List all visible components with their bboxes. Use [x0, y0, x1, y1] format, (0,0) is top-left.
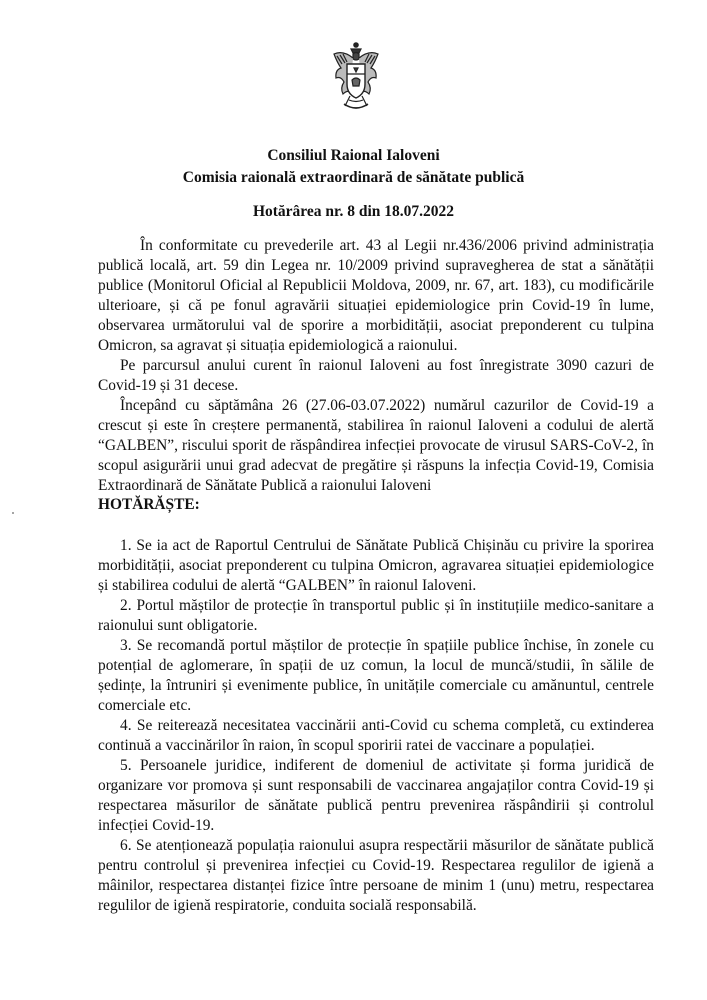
decision-point: 2. Portul măștilor de protecție în transportul public și în instituțiile medico-sanitare a raionului sunt obligatorie.: [98, 597, 654, 634]
coat-of-arms-icon: [331, 40, 381, 114]
intro-paragraph: Pe parcursul anului curent în raionul Ialoveni au fost înregistrate 3090 cazuri de Covid-19 și 31 decese.: [98, 357, 654, 394]
decision-point: 4. Se reiterează necesitatea vaccinării anti-Covid cu schema completă, cu extinderea continuă a vaccinărilor în raion, în scopul sporirii ratei de vaccinare a populației.: [98, 717, 654, 754]
commission-name: Comisia raională extraordinară de sănătate publică: [182, 169, 525, 186]
document-body: [98, 236, 654, 916]
decision-point: 5. Persoanele juridice, indiferent de domeniul de activitate și forma juridică de organizare vor promova și sunt responsabili de vaccinarea angajaților contra Covid-19 și respectarea măsurilor de sănătate publică pentru prevenirea răspândirii și controlul infecției Covid-19.: [98, 757, 654, 834]
scan-speck: [12, 512, 14, 514]
decides-heading: HOTĂRĂȘTE:: [98, 496, 200, 513]
intro-paragraph: În conformitate cu prevederile art. 43 al Legii nr.436/2006 privind administrația publică locală, art. 59 din Legea nr. 10/2009 privind supravegherea de stat a sănătății publice (Monitorul Oficial al Republicii Moldova, 2009, nr. 67, art. 183), cu modificările ulterioare, și că pe fonul agravării situației epidemiologice prin Covid-19 în lume, observarea următorului val de sporire a morbidității, asociat preponderent cu tulpina Omicron, sa agravat și situația epidemiologică a raionului.: [98, 237, 654, 354]
decision-point: 1. Se ia act de Raportul Centrului de Sănătate Publică Chișinău cu privire la sporirea morbidității, asociat preponderent cu tulpina Omicron, agravarea situației epidemiologice și stabilirea codului de alertă “GALBEN” în raionul Ialoveni.: [98, 537, 654, 594]
intro-paragraph: Începând cu săptămâna 26 (27.06-03.07.2022) numărul cazurilor de Covid-19 a crescut și este în creștere permanentă, stabilirea în raionul Ialoveni a codului de alertă “GALBEN”, riscului sporit de răspândirea infecției provocate de virusul SARS-CoV-2, în scopul asigurării unui grad adecvat de pregătire și răspuns la infecția Covid-19, Comisia Extraordinară de Sănătate Publică a raionului Ialoveni: [98, 397, 654, 494]
decision-title: Hotărârea nr. 8 din 18.07.2022: [252, 203, 455, 220]
decision-point: 3. Se recomandă portul măștilor de protecție în spațiile publice închise, în zonele cu potențial de aglomerare, în spații de uz comun, la locul de muncă/studii, în sălile de ședințe, la întruniri și evenimente publice, în unitățile comerciale cu amănuntul, centrele comerciale etc.: [98, 637, 654, 714]
council-name: Consiliul Raional Ialoveni: [267, 147, 440, 164]
decision-point: 6. Se atenționează populația raionului asupra respectării măsurilor de sănătate publică pentru controlul și prevenirea infecției cu Covid-19. Respectarea regulilor de igienă a mâinilor, respectarea distanței fizice între persoane de minim 1 (unu) metru, respectarea regulilor de igienă respiratorie, conduita socială responsabilă.: [98, 837, 654, 914]
